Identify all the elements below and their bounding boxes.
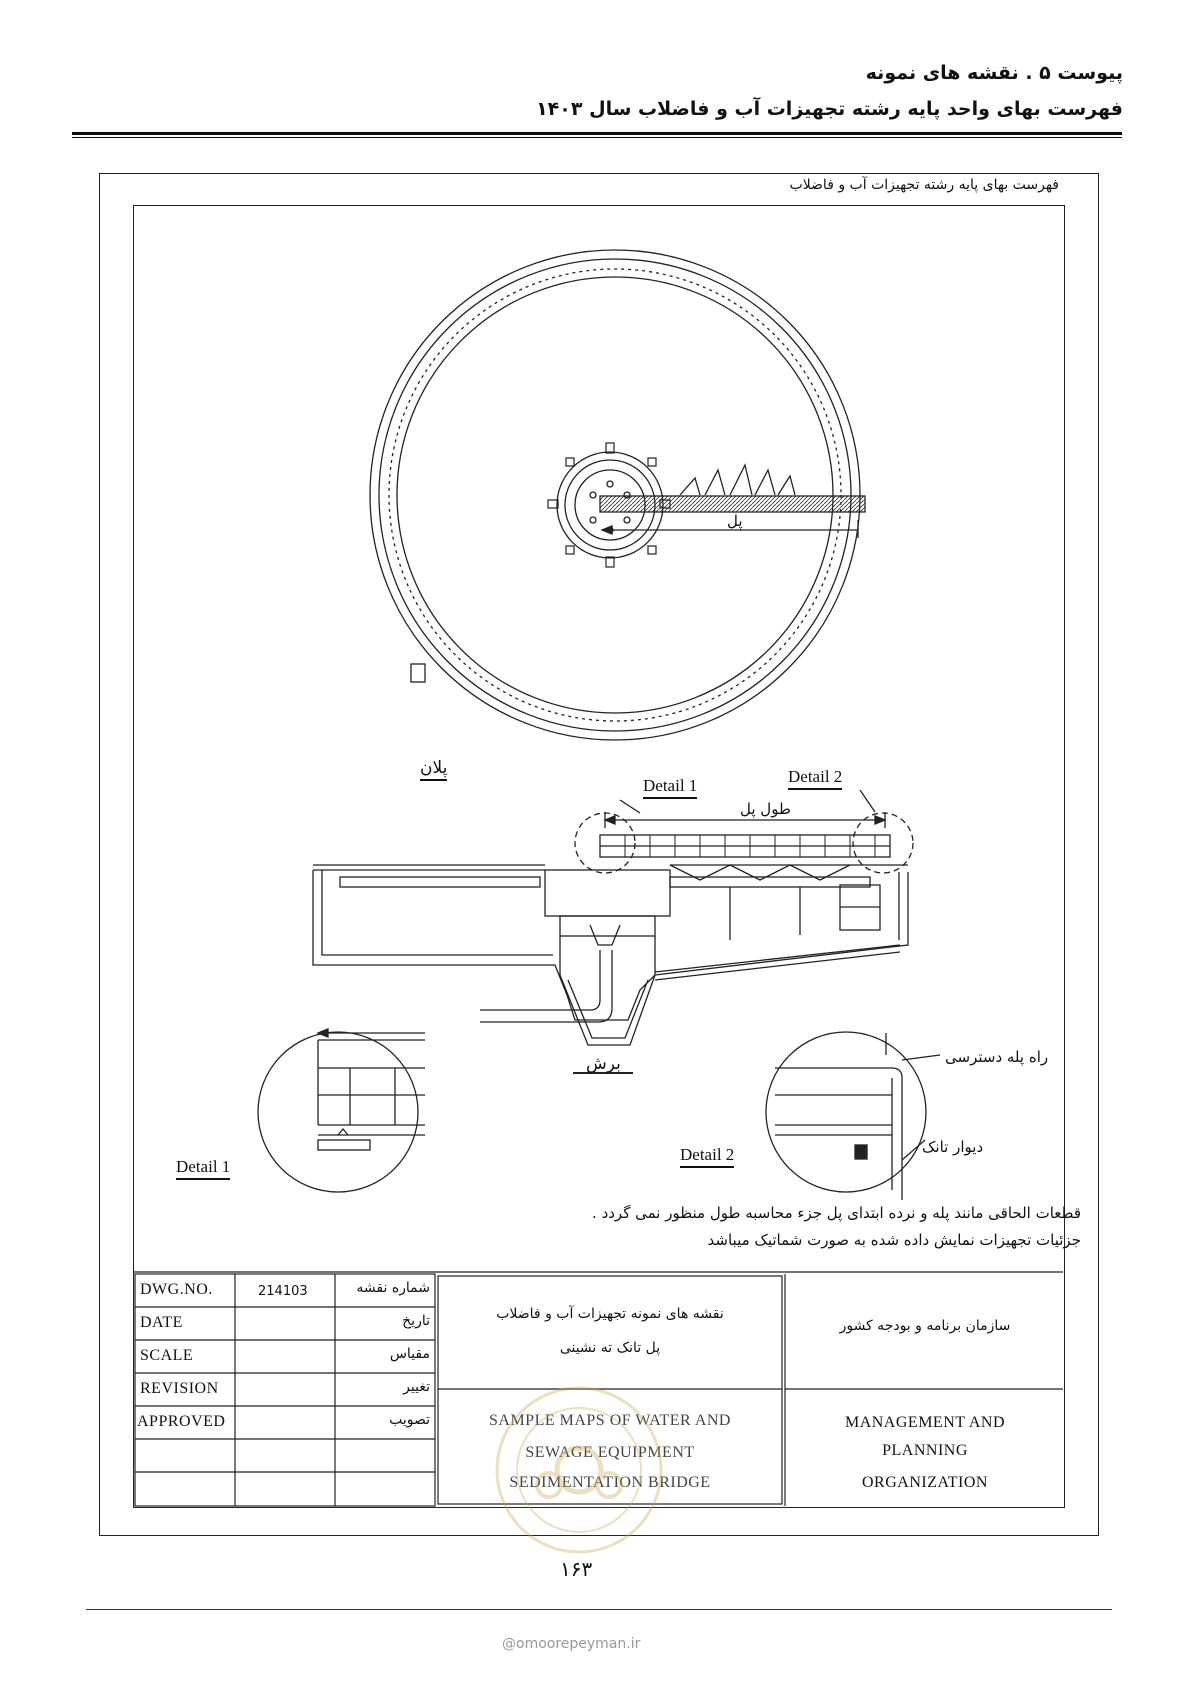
tb-date-label: DATE (140, 1314, 183, 1331)
tb-org-en-1: MANAGEMENT AND (844, 1414, 1006, 1431)
note-line-1: قطعات الحاقی مانند پله و نرده ابتدای پل جزء محاسبه طول منظور نمی گردد . (592, 1204, 1081, 1222)
bridge-label: پل (727, 512, 743, 530)
tank-wall-label: دیوار تانک (922, 1138, 984, 1156)
tb-date-fa: تاریخ (402, 1313, 430, 1329)
page-number: ۱۶۳ (560, 1557, 593, 1581)
tb-org-fa: سازمان برنامه و بودجه کشور (839, 1318, 1011, 1334)
tb-scale-label: SCALE (140, 1347, 194, 1364)
tb-scale-fa: مقیاس (389, 1346, 430, 1362)
tb-org-en-3: ORGANIZATION (862, 1474, 988, 1491)
tb-approved-label: APPROVED (137, 1413, 226, 1430)
header-document-title: فهرست بهای واحد پایه رشته تجهیزات آب و فاضلاب سال ۱۴۰۳ (536, 98, 1123, 120)
tb-title-en-2: SEWAGE EQUIPMENT (525, 1444, 695, 1461)
website-watermark: @omoorepeyman.ir (502, 1636, 641, 1652)
section-view (313, 790, 913, 1073)
tb-org-en-2: PLANNING (882, 1442, 968, 1459)
tb-dwgno-value: 214103 (258, 1284, 308, 1299)
tb-title-fa-2: پل تانک ته نشینی (559, 1340, 661, 1356)
tb-title-en-1: SAMPLE MAPS OF WATER AND (489, 1412, 731, 1429)
footer-rule (86, 1609, 1112, 1610)
detail-1-top-label: Detail 1 (643, 776, 697, 799)
plan-label: پلان (420, 758, 447, 781)
tb-revision-label: REVISION (140, 1380, 219, 1397)
tb-approved-fa: تصویب (389, 1412, 430, 1428)
sheet-title: فهرست بهای پایه رشته تجهیزات آب و فاضلاب (789, 177, 1059, 193)
bridge-length-label: طول پل (740, 800, 791, 818)
note-line-2: جزئیات تجهیزات نمایش داده شده به صورت شماتیک میباشد (707, 1231, 1081, 1249)
detail-2-view (766, 1032, 940, 1200)
access-stair-label: راه پله دسترسی (945, 1048, 1049, 1066)
tb-dwgno-fa: شماره نقشه (356, 1280, 430, 1296)
plan-view-tank (370, 250, 865, 740)
detail-2-top-label: Detail 2 (788, 767, 842, 790)
tb-dwgno-label: DWG.NO. (140, 1281, 213, 1298)
detail-2-bottom-label: Detail 2 (680, 1145, 734, 1168)
tb-title-en-3: SEDIMENTATION BRIDGE (509, 1474, 711, 1491)
tb-title-fa-1: نقشه های نمونه تجهیزات آب و فاضلاب (496, 1306, 724, 1322)
detail-1-bottom-label: Detail 1 (176, 1157, 230, 1180)
section-label: برش (586, 1054, 621, 1074)
tb-revision-fa: تغییر (403, 1379, 430, 1395)
watermark-seal (494, 1385, 664, 1555)
header-appendix-title: پیوست ۵ . نقشه های نمونه (865, 62, 1123, 84)
detail-1-view (258, 1029, 425, 1192)
